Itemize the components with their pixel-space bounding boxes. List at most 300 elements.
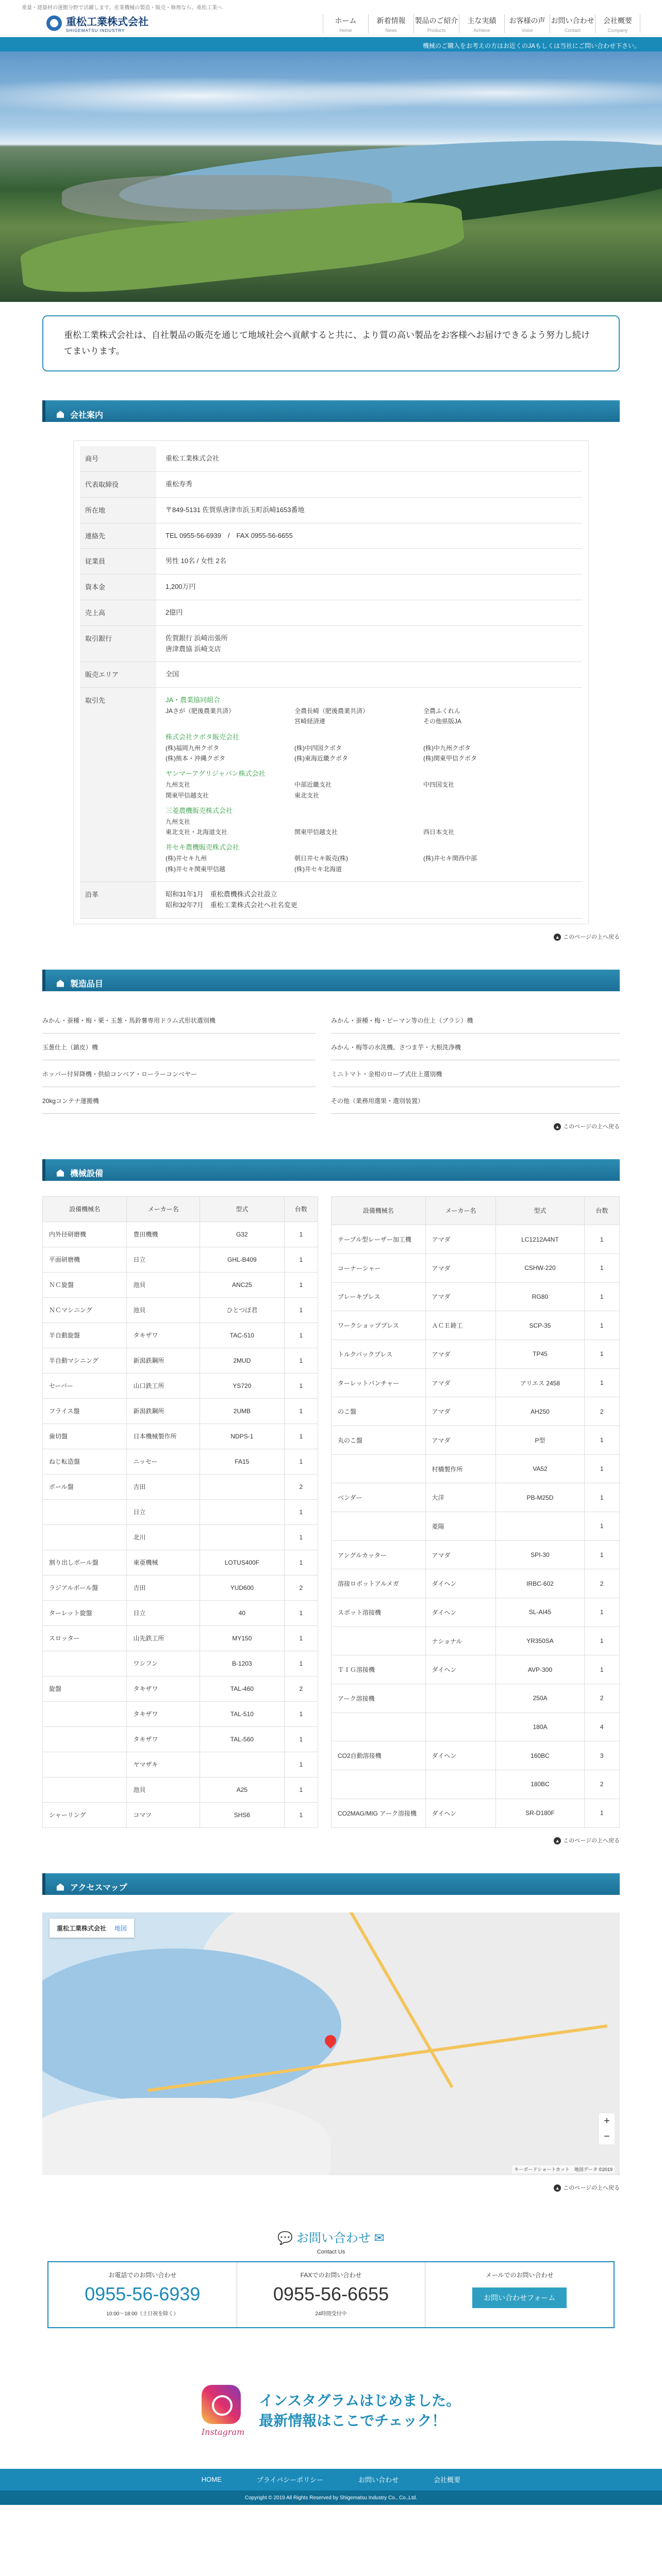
table-cell: 1	[584, 1340, 619, 1369]
table-row	[332, 1426, 620, 1455]
table-cell: アーク溶接機	[332, 1684, 426, 1713]
table-cell: 半自動旋盤	[43, 1323, 127, 1348]
mail-icon: ✉	[370, 2231, 385, 2245]
equipment-heading: 機械設備	[42, 1159, 620, 1181]
access-heading: アクセスマップ	[42, 1873, 620, 1895]
map-link[interactable]: 地図	[114, 1924, 127, 1932]
back-to-top-link[interactable]: ▲ このページの上へ戻る	[42, 1122, 620, 1130]
client-item: 全農長崎（肥後農業共済）	[294, 707, 369, 715]
table-cell: 割り出しボール盤	[43, 1550, 127, 1575]
footer-link-company[interactable]: 会社概要	[434, 2476, 461, 2484]
table-cell: セーバー	[43, 1373, 127, 1398]
table-cell: タキザワ	[127, 1726, 200, 1752]
table-cell: 1	[584, 1626, 619, 1655]
client-item: 西日本支社	[423, 828, 455, 836]
table-cell: 吉田	[127, 1575, 200, 1600]
table-row	[332, 1340, 620, 1369]
table-row	[43, 1247, 318, 1272]
client-item: 宮崎経済連	[294, 718, 326, 725]
list-item: ホッパー付昇降機・供給コンベア・ローラーコンベヤー	[42, 1060, 316, 1087]
map-zoom-control[interactable]: + −	[599, 2113, 615, 2144]
column-header: 設備機械名	[332, 1196, 426, 1225]
table-cell: 山先鉄工所	[127, 1625, 200, 1651]
table-cell: 2MUD	[200, 1348, 284, 1373]
products-heading: 製造品目	[42, 970, 620, 991]
table-cell: A25	[200, 1777, 284, 1802]
table-row	[332, 1225, 620, 1254]
table-row	[332, 1311, 620, 1340]
table-row	[43, 1272, 318, 1297]
table-cell: ブレーキプレス	[332, 1282, 426, 1311]
list-item: ミニトマト・金柑のロープ式仕上選別機	[331, 1060, 620, 1087]
list-item: 玉葱仕上（鎮皮）機	[42, 1033, 316, 1060]
intro-message: 重松工業株式会社は、自社製品の販売を通じて地域社会へ貢献すると共に、より質の高い製品をお客様へお届けできるよう努力し続けてまいります。	[42, 315, 620, 371]
client-item: (株)井セキ関東甲信越	[166, 865, 225, 873]
table-cell: 1	[584, 1598, 619, 1627]
table-cell: PB-M25D	[496, 1483, 584, 1512]
table-cell: 1	[584, 1426, 619, 1455]
table-cell: 1	[584, 1655, 619, 1684]
column-header: メーカー名	[127, 1196, 200, 1222]
table-cell: スポット溶接機	[332, 1598, 426, 1627]
company-heading: 会社案内	[42, 400, 620, 422]
logo-name: 重松工業株式会社	[66, 15, 148, 28]
contact-fax-box: FAXでのお問い合わせ 0955-56-6655 24時間受付中	[237, 2262, 426, 2327]
table-cell: 吉田	[127, 1474, 200, 1499]
table-cell: 1	[584, 1799, 619, 1827]
nav-contact[interactable]: お問い合わせ Contact	[550, 14, 595, 33]
table-cell: TAC-510	[200, 1323, 284, 1348]
equipment-section	[42, 1159, 620, 1844]
table-cell: ＴＩＧ溶接機	[332, 1655, 426, 1684]
table-row	[43, 1701, 318, 1726]
table-cell: アマダ	[425, 1397, 496, 1426]
client-item: (株)井セキ北海道	[294, 865, 342, 873]
table-row	[43, 1777, 318, 1802]
table-row	[43, 1499, 318, 1524]
back-to-top-link[interactable]: ▲ このページの上へ戻る	[42, 2183, 620, 2192]
table-cell: 2	[584, 1684, 619, 1713]
table-row	[43, 1600, 318, 1625]
table-cell: アマダ	[425, 1426, 496, 1455]
table-cell: CO2自動溶接機	[332, 1741, 426, 1770]
table-cell: ANC25	[200, 1272, 284, 1297]
table-cell: 1	[284, 1323, 318, 1348]
nav-company[interactable]: 会社概要 Company	[595, 14, 640, 33]
table-cell: 北川	[127, 1524, 200, 1550]
top-tagline: 重量・建築材の運搬分野で活躍します。産業機械の製造・販売・修理なら、重松工業へ	[22, 5, 223, 11]
table-cell	[496, 1512, 584, 1541]
products-list	[42, 1007, 620, 1114]
client-item: (株)中九州クボタ	[423, 744, 471, 752]
table-cell: 1	[284, 1247, 318, 1272]
history-row: 沿革 昭和31年1月 重松農機株式会社設立 昭和32年7月 重松工業株式会社へ社名変更	[80, 882, 582, 919]
table-cell: NDPS-1	[200, 1423, 284, 1449]
client-item: 朝日井セキ販売(株)	[294, 855, 348, 862]
table-cell: 日立	[127, 1247, 200, 1272]
table-cell: 1	[284, 1701, 318, 1726]
table-row	[43, 1651, 318, 1676]
nav-achieve[interactable]: 主な実績 Achieve	[459, 14, 504, 33]
column-header: 型式	[200, 1196, 284, 1222]
table-cell	[43, 1726, 127, 1752]
table-cell: ラジアルボール盤	[43, 1575, 127, 1600]
arrow-up-icon: ▲	[554, 1837, 561, 1844]
column-header: メーカー名	[425, 1196, 496, 1225]
table-cell: アマダ	[425, 1368, 496, 1397]
table-cell: 1	[284, 1524, 318, 1550]
table-cell: SPI-30	[496, 1540, 584, 1569]
table-cell: 1	[284, 1272, 318, 1297]
nav-news[interactable]: 新着情報 News	[368, 14, 413, 33]
client-item: JAさが（肥後農業共済）	[166, 707, 235, 715]
contact-tel-box: お電話でのお問い合わせ 0955-56-6939 10:00〜18:00（土日祝を除く）	[48, 2262, 237, 2327]
table-row	[43, 1423, 318, 1449]
table-cell	[200, 1752, 284, 1777]
table-cell: ねじ転造盤	[43, 1449, 127, 1474]
table-row: 商号 重松工業株式会社	[80, 446, 582, 472]
table-cell: 内外径研磨機	[43, 1222, 127, 1247]
table-cell: 大洋	[425, 1483, 496, 1512]
table-row	[332, 1540, 620, 1569]
table-cell: 1	[584, 1225, 619, 1254]
table-cell	[332, 1770, 426, 1799]
table-cell: AVP-300	[496, 1655, 584, 1684]
table-cell: IRBC-602	[496, 1569, 584, 1598]
table-row	[332, 1368, 620, 1397]
client-item: (株)井セキ九州	[166, 855, 207, 862]
table-cell: 池貝	[127, 1272, 200, 1297]
arrow-up-icon: ▲	[554, 934, 561, 941]
table-cell: 1	[584, 1368, 619, 1397]
table-row	[43, 1348, 318, 1373]
table-cell	[200, 1499, 284, 1524]
table-cell: 1	[284, 1625, 318, 1651]
table-cell	[425, 1770, 496, 1799]
table-cell: シャーリング	[43, 1802, 127, 1827]
nav-products[interactable]: 製品のご紹介 Products	[413, 14, 459, 33]
client-item: 関東甲信越支社	[294, 828, 338, 836]
map-place-card: 重松工業株式会社 地図	[49, 1919, 134, 1938]
fax-number: 0955-56-6655	[273, 2283, 389, 2304]
table-cell: 溶接ロボットアルメガ	[332, 1569, 426, 1598]
table-row	[43, 1474, 318, 1499]
products-section	[42, 970, 620, 1130]
table-cell: 平面研磨機	[43, 1247, 127, 1272]
table-cell: 2	[584, 1569, 619, 1598]
instagram-banner[interactable]: Instagram インスタグラムはじめました。 最新情報はここでチェック！	[0, 2385, 662, 2437]
table-cell: P型	[496, 1426, 584, 1455]
contact-mail-box: メールでのお問い合わせ お問い合わせフォーム	[425, 2262, 614, 2327]
table-cell	[43, 1499, 127, 1524]
equipment-table-right	[331, 1196, 620, 1828]
table-cell: 2UMB	[200, 1398, 284, 1423]
table-row: 取引銀行 佐賀銀行 浜崎出張所 唐津農協 浜崎支店	[80, 626, 582, 663]
table-cell: CSHW-220	[496, 1253, 584, 1282]
table-cell: 半自動マシニング	[43, 1348, 127, 1373]
table-cell: 3	[584, 1741, 619, 1770]
table-cell: 2	[284, 1474, 318, 1499]
global-nav	[323, 14, 640, 33]
table-cell: 旋盤	[43, 1676, 127, 1701]
table-cell: タキザワ	[127, 1323, 200, 1348]
footer-link-contact[interactable]: お問い合わせ	[358, 2476, 399, 2484]
table-cell: 1	[284, 1777, 318, 1802]
table-cell: 新潟鉄鋼所	[127, 1348, 200, 1373]
table-cell	[332, 1454, 426, 1483]
site-header	[0, 11, 662, 37]
table-cell: 1	[284, 1222, 318, 1247]
table-row: 販売エリア 全国	[80, 662, 582, 688]
table-cell: 1	[284, 1297, 318, 1323]
footer-nav	[0, 2469, 662, 2490]
table-cell: 1	[284, 1373, 318, 1398]
table-row	[332, 1454, 620, 1483]
clients-row: 取引先 JA・農業協同組合 JAさが（肥後農業共済） 全農長崎（肥後農業共済） 全農ふくれん 宮崎経済連 その他県版JA 株式会社クボタ販売会社 (株)福岡九州クボタ (株)中四国クボタ (株)中九州クボタ (株)熊本・沖縄クボタ (株)東海近畿クボタ (株)関東甲信クボタ ヤンマーアグリジャパン株式会社 九州支社 中部近畿支社 中四国支社 関東甲信越支社 東北支社 三菱農機販売株式会社 九州支社 東北支社・北海道支社 関東甲信越支社 西日本支社 井セキ農機販売株式会社 (株)井セキ九州 朝日井セキ販売(株) (株)井セキ関西中部 (株)井セキ関東甲信越 (株)井セキ北海道	[80, 688, 582, 882]
contact-subtitle: Contact Us	[317, 2248, 345, 2255]
table-row	[332, 1569, 620, 1598]
table-cell: 1	[284, 1550, 318, 1575]
table-cell: SL-AI45	[496, 1598, 584, 1627]
list-item: 20kgコンテナ運搬機	[42, 1087, 316, 1114]
table-cell: TP45	[496, 1340, 584, 1369]
client-item	[423, 817, 552, 827]
table-row	[43, 1676, 318, 1701]
list-item: みかん・蚕種・梅・栗・玉葱・馬鈴薯専用ドラム式形状選別機	[42, 1007, 316, 1033]
table-row	[332, 1741, 620, 1770]
table-cell: ワシフン	[127, 1651, 200, 1676]
column-header: 設備機械名	[43, 1196, 127, 1222]
table-row: 従業員 男性 10名 / 女性 2名	[80, 549, 582, 574]
hero-landscape-image	[0, 52, 662, 302]
contact-section	[47, 2228, 615, 2328]
table-row: 代表取締役 重松寿秀	[80, 472, 582, 498]
table-row	[43, 1550, 318, 1575]
column-header: 台数	[584, 1196, 619, 1225]
table-cell: 2	[584, 1770, 619, 1799]
table-row	[332, 1684, 620, 1713]
table-cell: 180A	[496, 1713, 584, 1741]
notice-banner: 機械のご購入をお考えの方はお近くのJAもしくは当社にご問い合わせ下さい。	[0, 37, 662, 52]
client-item: 中部近畿支社	[294, 781, 332, 789]
table-cell: 1	[584, 1483, 619, 1512]
client-org: 井セキ農機販売株式会社	[166, 843, 240, 852]
client-item: (株)関東甲信クボタ	[423, 754, 477, 762]
table-row	[43, 1802, 318, 1827]
column-header: 型式	[496, 1196, 584, 1225]
table-cell: ダイヘン	[425, 1655, 496, 1684]
table-cell: 1	[584, 1454, 619, 1483]
client-org: 三菱農機販売株式会社	[166, 806, 233, 815]
client-item	[294, 817, 423, 827]
table-cell: 1	[584, 1311, 619, 1340]
table-cell: ワークショッププレス	[332, 1311, 426, 1340]
table-cell: 1	[584, 1512, 619, 1541]
table-cell: 東亜機械	[127, 1550, 200, 1575]
table-cell	[332, 1713, 426, 1741]
back-to-top-link[interactable]: ▲ このページの上へ戻る	[42, 933, 620, 941]
table-cell: 日本機械製作所	[127, 1423, 200, 1449]
client-item	[423, 864, 552, 874]
table-cell: MY150	[200, 1625, 284, 1651]
client-org: JA・農業協同組合	[166, 696, 221, 704]
back-to-top-link[interactable]: ▲ このページの上へ戻る	[42, 1836, 620, 1844]
client-org: 株式会社クボタ販売会社	[166, 733, 240, 741]
table-row	[332, 1598, 620, 1627]
table-row	[332, 1397, 620, 1426]
table-row	[43, 1323, 318, 1348]
client-item: 九州支社	[166, 818, 191, 825]
table-row	[332, 1713, 620, 1741]
table-cell: トルクパックプレス	[332, 1340, 426, 1369]
column-header: 台数	[284, 1196, 318, 1222]
table-row	[332, 1626, 620, 1655]
table-cell: ひとつぼ君	[200, 1297, 284, 1323]
site-logo[interactable]	[46, 13, 148, 33]
contact-title: 💬 お問い合わせ ✉	[277, 2231, 385, 2245]
company-section	[42, 400, 620, 940]
client-item: 東北支社	[294, 791, 320, 799]
table-row	[43, 1373, 318, 1398]
table-cell	[43, 1752, 127, 1777]
table-row	[43, 1575, 318, 1600]
table-cell: ダイヘン	[425, 1569, 496, 1598]
client-item: (株)井セキ関西中部	[423, 855, 477, 862]
logo-mark-icon	[46, 15, 62, 31]
arrow-up-icon: ▲	[554, 1123, 561, 1130]
table-cell: ナショナル	[425, 1626, 496, 1655]
table-cell: ＡＣＥ鋳工	[425, 1311, 496, 1340]
table-cell: 日立	[127, 1499, 200, 1524]
table-cell: 丸のこ盤	[332, 1426, 426, 1455]
table-cell: AH250	[496, 1397, 584, 1426]
table-cell: ＮＣマシニング	[43, 1297, 127, 1323]
table-cell: 池貝	[127, 1297, 200, 1323]
table-cell: 1	[284, 1802, 318, 1827]
table-cell	[200, 1524, 284, 1550]
arrow-up-icon: ▲	[554, 2184, 561, 2192]
table-row	[43, 1524, 318, 1550]
table-cell	[200, 1474, 284, 1499]
access-section	[42, 1873, 620, 2192]
client-item: (株)福岡九州クボタ	[166, 744, 219, 752]
table-cell	[425, 1684, 496, 1713]
table-cell: 1	[584, 1253, 619, 1282]
table-cell: SCP-35	[496, 1311, 584, 1340]
table-cell: ニッセー	[127, 1449, 200, 1474]
client-item	[166, 716, 294, 726]
list-item: その他（業務用選果・選別装置）	[331, 1087, 620, 1114]
table-cell: 歯切盤	[43, 1423, 127, 1449]
client-item: その他県版JA	[423, 718, 462, 725]
table-cell: B-1203	[200, 1651, 284, 1676]
table-cell	[43, 1651, 127, 1676]
instagram-icon	[202, 2385, 241, 2424]
table-cell: コマツ	[127, 1802, 200, 1827]
table-cell: ＮＣ旋盤	[43, 1272, 127, 1297]
table-cell: 山口鉄工所	[127, 1373, 200, 1398]
nav-home[interactable]: ホーム Home	[323, 14, 368, 33]
section-icon	[57, 1170, 64, 1177]
client-item: (株)熊本・沖縄クボタ	[166, 754, 225, 762]
table-row	[43, 1726, 318, 1752]
table-cell: 2	[284, 1575, 318, 1600]
table-cell: 250A	[496, 1684, 584, 1713]
table-cell: FA15	[200, 1449, 284, 1474]
client-item: (株)中四国クボタ	[294, 744, 342, 752]
client-item: 全農ふくれん	[423, 707, 461, 715]
table-cell: ターレットパンチャー	[332, 1368, 426, 1397]
table-cell: G32	[200, 1222, 284, 1247]
section-icon	[57, 411, 64, 418]
table-cell: アマダ	[425, 1540, 496, 1569]
table-cell: ダイヘン	[425, 1741, 496, 1770]
table-cell: LOTUS400F	[200, 1550, 284, 1575]
table-cell: ダイヘン	[425, 1598, 496, 1627]
table-cell: YS720	[200, 1373, 284, 1398]
table-cell: 160BC	[496, 1741, 584, 1770]
table-row: 売上高 2億円	[80, 600, 582, 626]
client-item	[423, 790, 552, 801]
table-row	[332, 1799, 620, 1827]
table-cell: 1	[284, 1449, 318, 1474]
table-row	[43, 1398, 318, 1423]
table-cell: 1	[584, 1282, 619, 1311]
table-cell: SHS6	[200, 1802, 284, 1827]
footer-link-privacy[interactable]: プライバシーポリシー	[256, 2476, 324, 2484]
table-cell: YUD600	[200, 1575, 284, 1600]
table-row	[43, 1625, 318, 1651]
table-cell: 180BC	[496, 1770, 584, 1799]
logo-subtitle: SHIGEMATSU INDUSTRY	[66, 28, 125, 33]
copyright: Copyright © 2019 All Rights Reserved by Shigematsu Industry Co., Co.,Ltd.	[0, 2490, 662, 2505]
table-cell	[43, 1524, 127, 1550]
table-cell: VA52	[496, 1454, 584, 1483]
contact-form-button[interactable]: お問い合わせフォーム	[472, 2287, 567, 2308]
client-item: 東北支社・北海道支社	[166, 828, 228, 836]
client-item: (株)東海近畿クボタ	[294, 754, 348, 762]
table-row	[332, 1483, 620, 1512]
nav-voice[interactable]: お客様の声 Voice	[504, 14, 550, 33]
table-cell: 1	[284, 1600, 318, 1625]
table-cell: 2	[584, 1397, 619, 1426]
company-table	[73, 440, 589, 924]
table-cell	[425, 1713, 496, 1741]
table-cell: GHL-B409	[200, 1247, 284, 1272]
table-cell: TAL-460	[200, 1676, 284, 1701]
section-icon	[57, 980, 64, 987]
table-cell: 豊田機機	[127, 1222, 200, 1247]
table-cell: タキザワ	[127, 1676, 200, 1701]
table-cell: RG80	[496, 1282, 584, 1311]
tel-number[interactable]: 0955-56-6939	[85, 2283, 201, 2304]
table-row	[332, 1655, 620, 1684]
table-cell: 日立	[127, 1600, 200, 1625]
table-cell: アマダ	[425, 1340, 496, 1369]
table-cell: 1	[284, 1752, 318, 1777]
table-cell: LC1212A4NT	[496, 1225, 584, 1254]
table-cell: ベンダー	[332, 1483, 426, 1512]
footer-link-home[interactable]: HOME	[201, 2476, 222, 2484]
table-cell: 40	[200, 1600, 284, 1625]
table-cell: TAL-510	[200, 1701, 284, 1726]
table-row	[332, 1253, 620, 1282]
table-row	[43, 1449, 318, 1474]
table-row: 所在地 〒849-5131 佐賀県唐津市浜玉町浜崎1653番地	[80, 498, 582, 523]
section-icon	[57, 1884, 64, 1891]
table-cell: SR-D180F	[496, 1799, 584, 1827]
google-map[interactable]	[42, 1912, 620, 2175]
